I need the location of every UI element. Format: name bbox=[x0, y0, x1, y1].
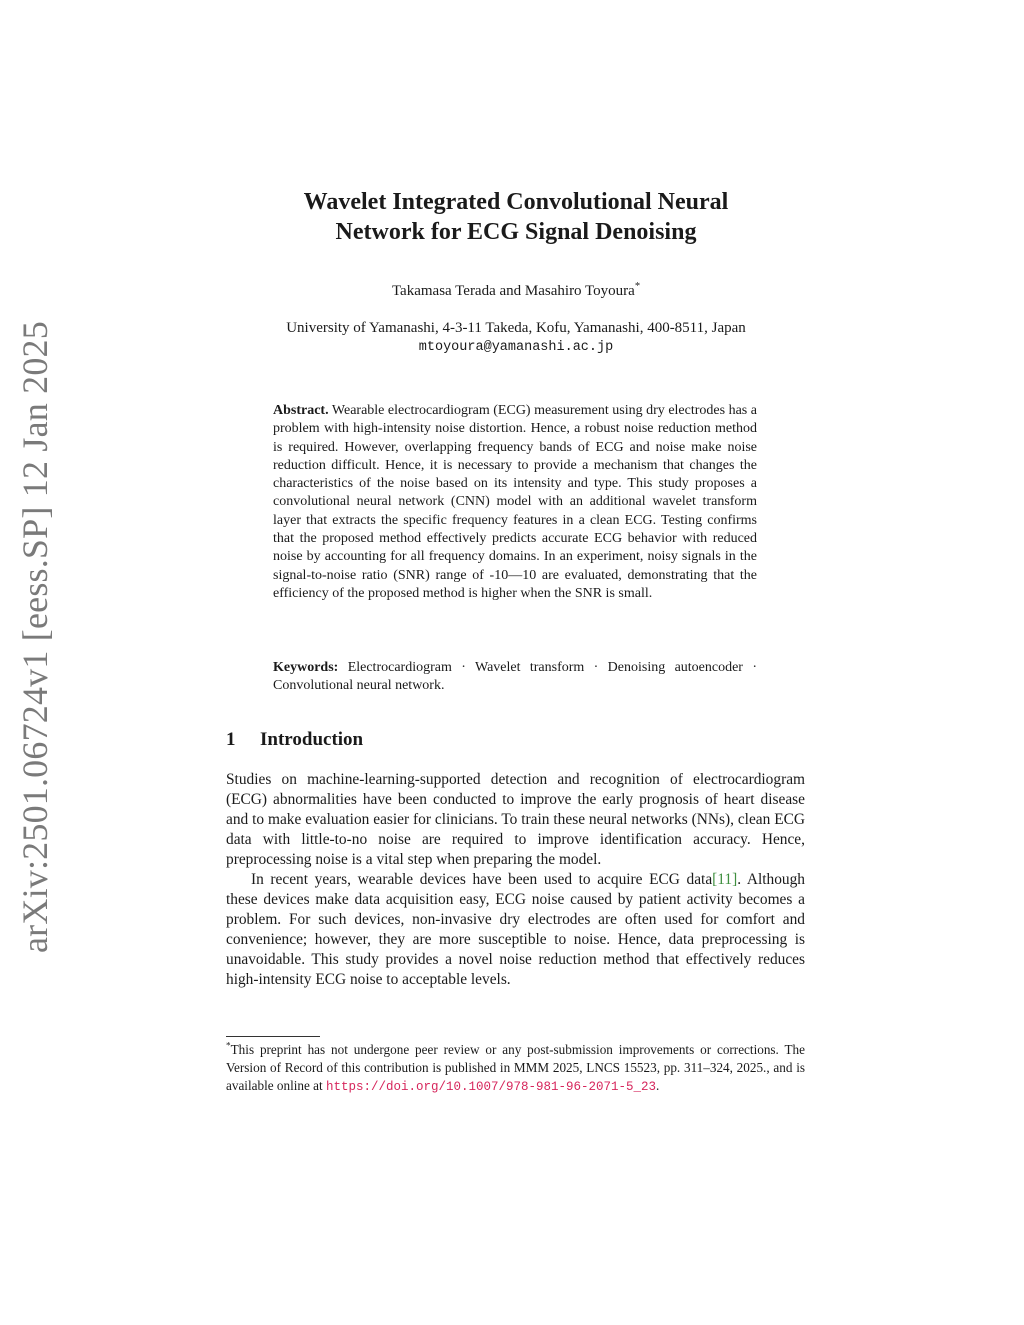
intro-paragraph-2-start: In recent years, wearable devices have been used to acquire ECG data bbox=[251, 871, 713, 889]
author-footnote-mark: * bbox=[634, 281, 641, 292]
author-names: Takamasa Terada and Masahiro Toyoura bbox=[391, 283, 635, 299]
footnote-end: . bbox=[656, 1078, 660, 1093]
keywords-block bbox=[273, 659, 757, 696]
citation-link[interactable]: [11] bbox=[712, 871, 738, 889]
arxiv-identifier-stamp: arXiv:2501.06724v1 [eess.SP] 12 Jan 2025 bbox=[15, 321, 55, 953]
doi-link[interactable]: https://doi.org/10.1007/978-981-96-2071-5_23 bbox=[325, 1080, 657, 1094]
abstract-block bbox=[273, 402, 757, 603]
footnote bbox=[226, 1041, 805, 1096]
author-list bbox=[226, 283, 806, 300]
title-line-2: Network for ECG Signal Denoising bbox=[335, 219, 697, 245]
introduction-body bbox=[226, 770, 805, 991]
section-heading-introduction bbox=[226, 729, 363, 751]
footnote-text: This preprint has not undergone peer review or any post-submission improvements or corrections. The Version of Record of this contribution is published in MMM 2025, LNCS 15523, pp. 311–324, 2025., and is available online at bbox=[226, 1042, 805, 1093]
affiliation-text: University of Yamanashi, 4-3-11 Takeda, Kofu, Yamanashi, 400-8511, Japan bbox=[286, 320, 746, 336]
affiliation-block bbox=[226, 318, 806, 358]
keywords-label: Keywords: bbox=[273, 660, 339, 675]
section-title: Introduction bbox=[260, 729, 364, 750]
title-line-1: Wavelet Integrated Convolutional Neural bbox=[303, 189, 729, 215]
intro-paragraph-2-rest: . Although these devices make data acquisition easy, ECG noise caused by patient activity becomes a problem. For such devices, non-invasive dry electrodes are often used for comfort and convenience; however, they are more susceptible to noise. Hence, data preprocessing is unavoidable. This study provides a novel noise reduction method that effectively reduces high-intensity ECG noise to acceptable levels. bbox=[226, 871, 805, 989]
intro-paragraph-2 bbox=[226, 870, 805, 990]
footnote-mark: * bbox=[226, 1040, 231, 1051]
intro-paragraph-1: Studies on machine-learning-supported detection and recognition of electrocardiogram (ECG) abnormalities have been conducted to improve the early prognosis of heart disease and to make evaluation easier for clinicians. To train these neural networks (NNs), clean ECG data with little-to-no noise are required to improve identification accuracy. Hence, preprocessing noise is a vital step when preparing the model. bbox=[226, 771, 805, 869]
section-number: 1 bbox=[226, 729, 236, 750]
abstract-label: Abstract. bbox=[273, 403, 329, 418]
paper-title bbox=[226, 187, 806, 247]
abstract-text: Wearable electrocardiogram (ECG) measurement using dry electrodes has a problem with high-intensity noise distortion. Hence, a robust noise reduction method is required. However, overlapping frequency bands of ECG and noise make noise reduction difficult. Hence, it is necessary to provide a mechanism that changes the characteristics of the noise based on its intensity and type. This study proposes a convolutional neural network (CNN) model with an additional wavelet transform layer that extracts the specific frequency features in a clean ECG. Testing confirms that the proposed method effectively predicts accurate ECG behavior with reduced noise by accounting for all frequency domains. In an experiment, noisy signals in the signal-to-noise ratio (SNR) range of -10—10 are evaluated, demonstrating that the efficiency of the proposed method is higher when the SNR is small. bbox=[273, 403, 757, 601]
keywords-text: Electrocardiogram · Wavelet transform · Denoising autoencoder · Convolutional neural network. bbox=[273, 660, 757, 694]
author-email[interactable]: mtoyoura@yamanashi.ac.jp bbox=[418, 340, 614, 355]
footnote-divider bbox=[226, 1036, 320, 1037]
